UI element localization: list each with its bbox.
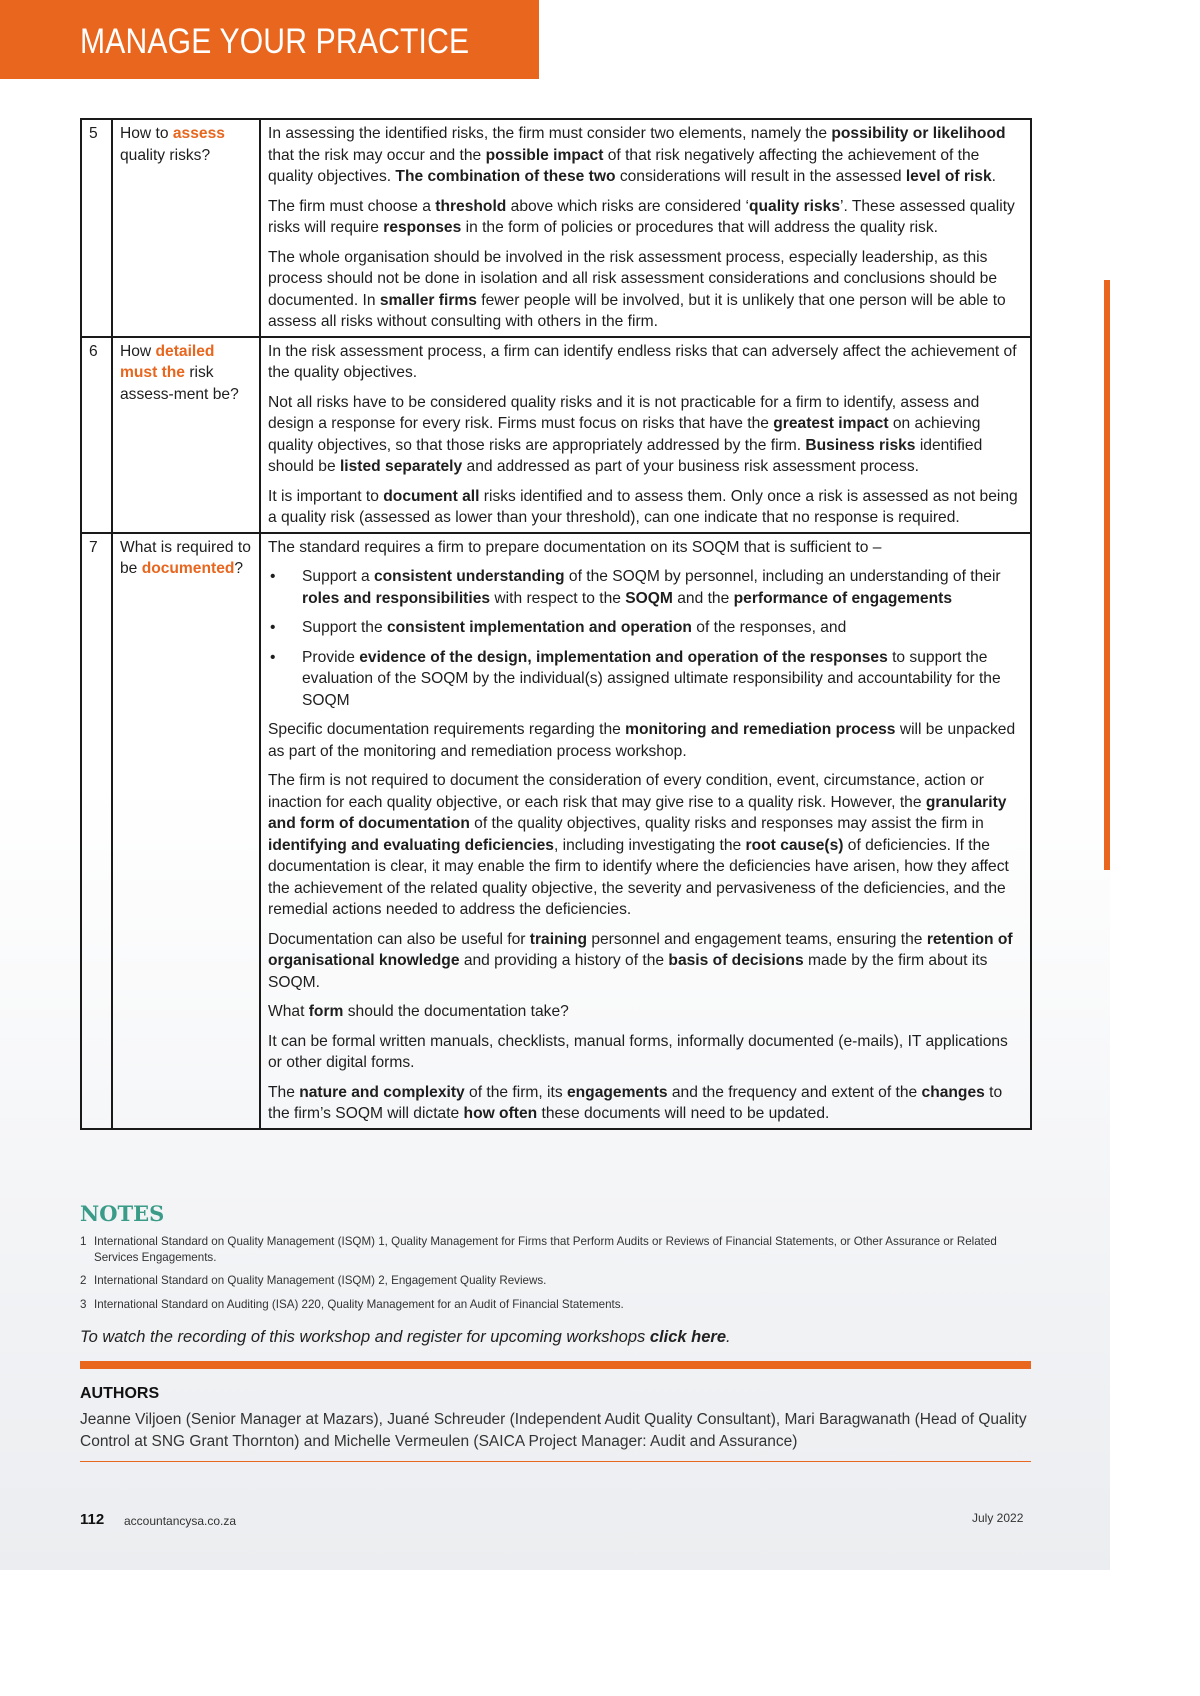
emphasis-text: retention of organisational knowledge (268, 930, 1013, 969)
answer-paragraph (268, 1082, 1023, 1125)
row-answer (260, 533, 1031, 1129)
body-text: of the firm, its (464, 1083, 567, 1101)
emphasis-text: monitoring and remediation process (625, 721, 896, 738)
note-number: 3 (80, 1297, 87, 1311)
answer-paragraph (268, 929, 1023, 994)
question-text: How to (120, 125, 173, 142)
emphasis-text: smaller firms (379, 291, 477, 309)
body-text: It is important to (268, 487, 384, 505)
answer-paragraph (268, 123, 1023, 188)
body-text: considerations will result in the assessed (615, 168, 906, 185)
emphasis-text: greatest impact (773, 415, 889, 432)
emphasis-text: possible impact (485, 146, 604, 164)
emphasis-text: basis of decisions (668, 952, 804, 969)
answer-paragraph (268, 486, 1023, 529)
body-text: ’. These assessed quality risks will require (268, 197, 1015, 236)
emphasis-text: training (529, 930, 587, 948)
body-text: What (268, 1003, 309, 1020)
bullet-item (268, 566, 1023, 609)
body-text: in the form of policies or procedures that will address the quality risk. (461, 219, 938, 236)
emphasis-text: identifying and evaluating deficiencies (268, 836, 554, 854)
table-row (81, 337, 1031, 533)
body-text: made by the firm about its SOQM. (268, 952, 988, 991)
authors-heading: AUTHORS (80, 1385, 160, 1402)
row-question (112, 533, 260, 1129)
body-text: Support a (302, 568, 374, 585)
website-url[interactable]: accountancysa.co.za (124, 1514, 237, 1528)
row-number: 5 (81, 119, 112, 337)
body-text: and the (672, 589, 734, 607)
section-header-band (0, 0, 539, 79)
body-text: to the firm’s SOQM will dictate (268, 1083, 1003, 1122)
answer-paragraph (268, 1001, 1023, 1023)
quality-risk-table (80, 118, 1032, 1130)
emphasis-text: level of risk (905, 168, 992, 185)
issue-date: July 2022 (972, 1511, 1024, 1525)
body-text: of that risk negatively affecting the achievement of the quality objectives. (268, 146, 980, 185)
question-text: What is required to be (120, 538, 251, 577)
emphasis-text: listed separately (339, 458, 463, 475)
emphasis-text: consistent implementation and operation (386, 619, 692, 636)
emphasis-text: document all (383, 487, 480, 505)
emphasis-text: Business risks (805, 436, 916, 454)
note-number: 2 (80, 1274, 87, 1287)
body-text: The whole organisation should be involved in the risk assessment process, especially leadership, as this process should not be done in isolation and all risk assessment considerations and conclusions should be documented. In (268, 248, 998, 309)
emphasis-text: nature and complexity (299, 1083, 465, 1101)
body-text: on achieving quality objectives, so that those risks are appropriately addressed by the firm. (268, 415, 981, 454)
emphasis-text: how often (463, 1105, 538, 1122)
note-item (80, 1273, 1040, 1289)
question-text: How (120, 342, 156, 360)
emphasis-text: granularity and form of documentation (268, 793, 1007, 832)
emphasis-text: form (308, 1003, 344, 1020)
row-answer (260, 337, 1031, 533)
body-text: above which risks are considered ‘ (506, 197, 749, 215)
body-text: , including investigating the (553, 836, 746, 854)
answer-paragraph (268, 1031, 1023, 1074)
emphasis-text: changes (921, 1083, 985, 1101)
body-text: and the frequency and extent of the (667, 1083, 922, 1101)
section-divider (80, 1361, 1031, 1369)
answer-paragraph (268, 770, 1023, 921)
body-text: The (268, 1083, 300, 1101)
question-highlight: documented (141, 560, 235, 577)
body-text: In assessing the identified risks, the firm must consider two elements, namely the (268, 125, 832, 142)
body-text: risks identified and to assess them. Only once a risk is assessed as not being a quality risk (assessed as lower than your threshold), can one indicate that no response is required. (268, 487, 1018, 526)
body-text: In the risk assessment process, a firm can identify endless risks that can adversely affect the achievement of the quality objectives. (268, 342, 1017, 381)
side-accent-bar (1104, 280, 1110, 870)
body-text: Provide (302, 648, 360, 666)
question-text: ? (234, 560, 244, 577)
emphasis-text: threshold (435, 197, 507, 215)
question-highlight: assess (172, 125, 225, 142)
bullet-item (268, 617, 1023, 639)
row-question (112, 119, 260, 337)
emphasis-text: responses (383, 219, 462, 236)
body-text: of the SOQM by personnel, including an understanding of their (564, 568, 1001, 585)
emphasis-text: root cause(s) (745, 836, 844, 854)
section-title: MANAGE YOUR PRACTICE (80, 22, 470, 61)
body-text: these documents will need to be updated. (537, 1105, 830, 1122)
page-number: 112 (80, 1511, 105, 1528)
body-text: with respect to the (490, 589, 626, 607)
emphasis-text: performance of engagements (733, 589, 952, 607)
question-highlight: detailed must the (120, 342, 215, 381)
body-text: should the documentation take? (343, 1003, 569, 1020)
footer-divider (80, 1461, 1031, 1462)
body-text: . (991, 168, 996, 185)
body-text: Support the (302, 619, 387, 636)
body-text: personnel and engagement teams, ensuring the (586, 930, 927, 948)
emphasis-text: possibility or likelihood (831, 125, 1006, 142)
workshop-recording-note (80, 1328, 1040, 1347)
body-text: Specific documentation requirements regarding the (268, 721, 626, 738)
row-number: 6 (81, 337, 112, 533)
emphasis-text: roles and responsibilities (302, 589, 491, 607)
emphasis-text: The combination of these two (395, 168, 616, 185)
notes-heading: NOTES (80, 1201, 165, 1226)
body-text: fewer people will be involved, but it is unlikely that one person will be able to assess all risks without consulting with others in the firm. (268, 291, 1006, 330)
body-text: The firm must choose a (268, 197, 436, 215)
body-text: The firm is not required to document the consideration of every condition, event, circumstance, action or inaction for each quality objective, or each risk that may give rise to a quality risk. However, the (268, 772, 984, 811)
row-question (112, 337, 260, 533)
body-text: of deficiencies. If the documentation is clear, it may enable the firm to identify where the deficiencies have arisen, how they affect the achievement of the related quality objective, the severity and pervasiveness of the deficiencies, and the remedial actions needed to address the deficiencies. (268, 836, 1009, 918)
question-text: quality risks? (120, 146, 211, 164)
body-text: Not all risks have to be considered quality risks and it is not practicable for a firm to identify, assess and design a response for every risk. Firms must focus on risks that have the (268, 393, 980, 432)
note-number: 1 (80, 1235, 87, 1248)
note-text: International Standard on Quality Management (ISQM) 2, Engagement Quality Reviews. (94, 1274, 547, 1287)
body-text: The standard requires a firm to prepare documentation on its SOQM that is sufficient to – (268, 538, 882, 556)
table-row (81, 533, 1031, 1129)
body-text: It can be formal written manuals, checklists, manual forms, informally documented (e-mails), IT applications or other digital forms. (268, 1032, 1008, 1071)
body-text: Documentation can also be useful for (268, 930, 530, 948)
notes-list (80, 1234, 1040, 1320)
workshop-note-text: To watch the recording of this workshop and register for upcoming workshops (80, 1328, 650, 1346)
bullet-item (268, 647, 1023, 712)
note-item (80, 1297, 1040, 1313)
body-text: to support the evaluation of the SOQM by the individual(s) assigned ultimate responsibility and accountability for the SOQM (302, 648, 1001, 709)
row-number: 7 (81, 533, 112, 1129)
note-text: International Standard on Auditing (ISA) 220, Quality Management for an Audit of Financial Statements. (94, 1297, 624, 1311)
body-text: identified should be (268, 436, 983, 475)
note-item (80, 1234, 1040, 1265)
row-answer (260, 119, 1031, 337)
emphasis-text: evidence of the design, implementation and operation of the responses (359, 648, 888, 666)
bullet-list (268, 566, 1023, 711)
click-here-link[interactable]: click here (649, 1328, 726, 1346)
body-text: of the quality objectives, quality risks and responses may assist the firm in (469, 815, 984, 832)
body-text: and providing a history of the (459, 952, 669, 969)
answer-paragraph (268, 341, 1023, 384)
answer-paragraph (268, 247, 1023, 333)
answer-paragraph (268, 392, 1023, 478)
workshop-note-suffix: . (726, 1328, 731, 1346)
authors-text: Jeanne Viljoen (Senior Manager at Mazars), Juané Schreuder (Independent Audit Quality Consultant), Mari Baragwanath (Head of Quality Control at SNG Grant Thornton) and Michelle Vermeulen (SAICA Project Manager: Audit and Assurance) (80, 1411, 1027, 1450)
table-row (81, 119, 1031, 337)
body-text: and addressed as part of your business risk assessment process. (462, 458, 919, 475)
answer-paragraph (268, 196, 1023, 239)
note-text: International Standard on Quality Management (ISQM) 1, Quality Management for Firms that Perform Audits or Reviews of Financial Statements, or Other Assurance or Related Services Engagements. (94, 1235, 997, 1264)
body-text: that the risk may occur and the (268, 146, 486, 164)
body-text: will be unpacked as part of the monitoring and remediation process workshop. (268, 721, 1016, 760)
emphasis-text: SOQM (625, 589, 673, 607)
body-text: of the responses, and (691, 619, 847, 636)
emphasis-text: engagements (566, 1083, 668, 1101)
answer-paragraph (268, 719, 1023, 762)
question-text: risk assess-ment be? (120, 364, 239, 403)
emphasis-text: consistent understanding (373, 568, 565, 585)
answer-paragraph (268, 537, 1023, 559)
emphasis-text: quality risks (749, 197, 841, 215)
